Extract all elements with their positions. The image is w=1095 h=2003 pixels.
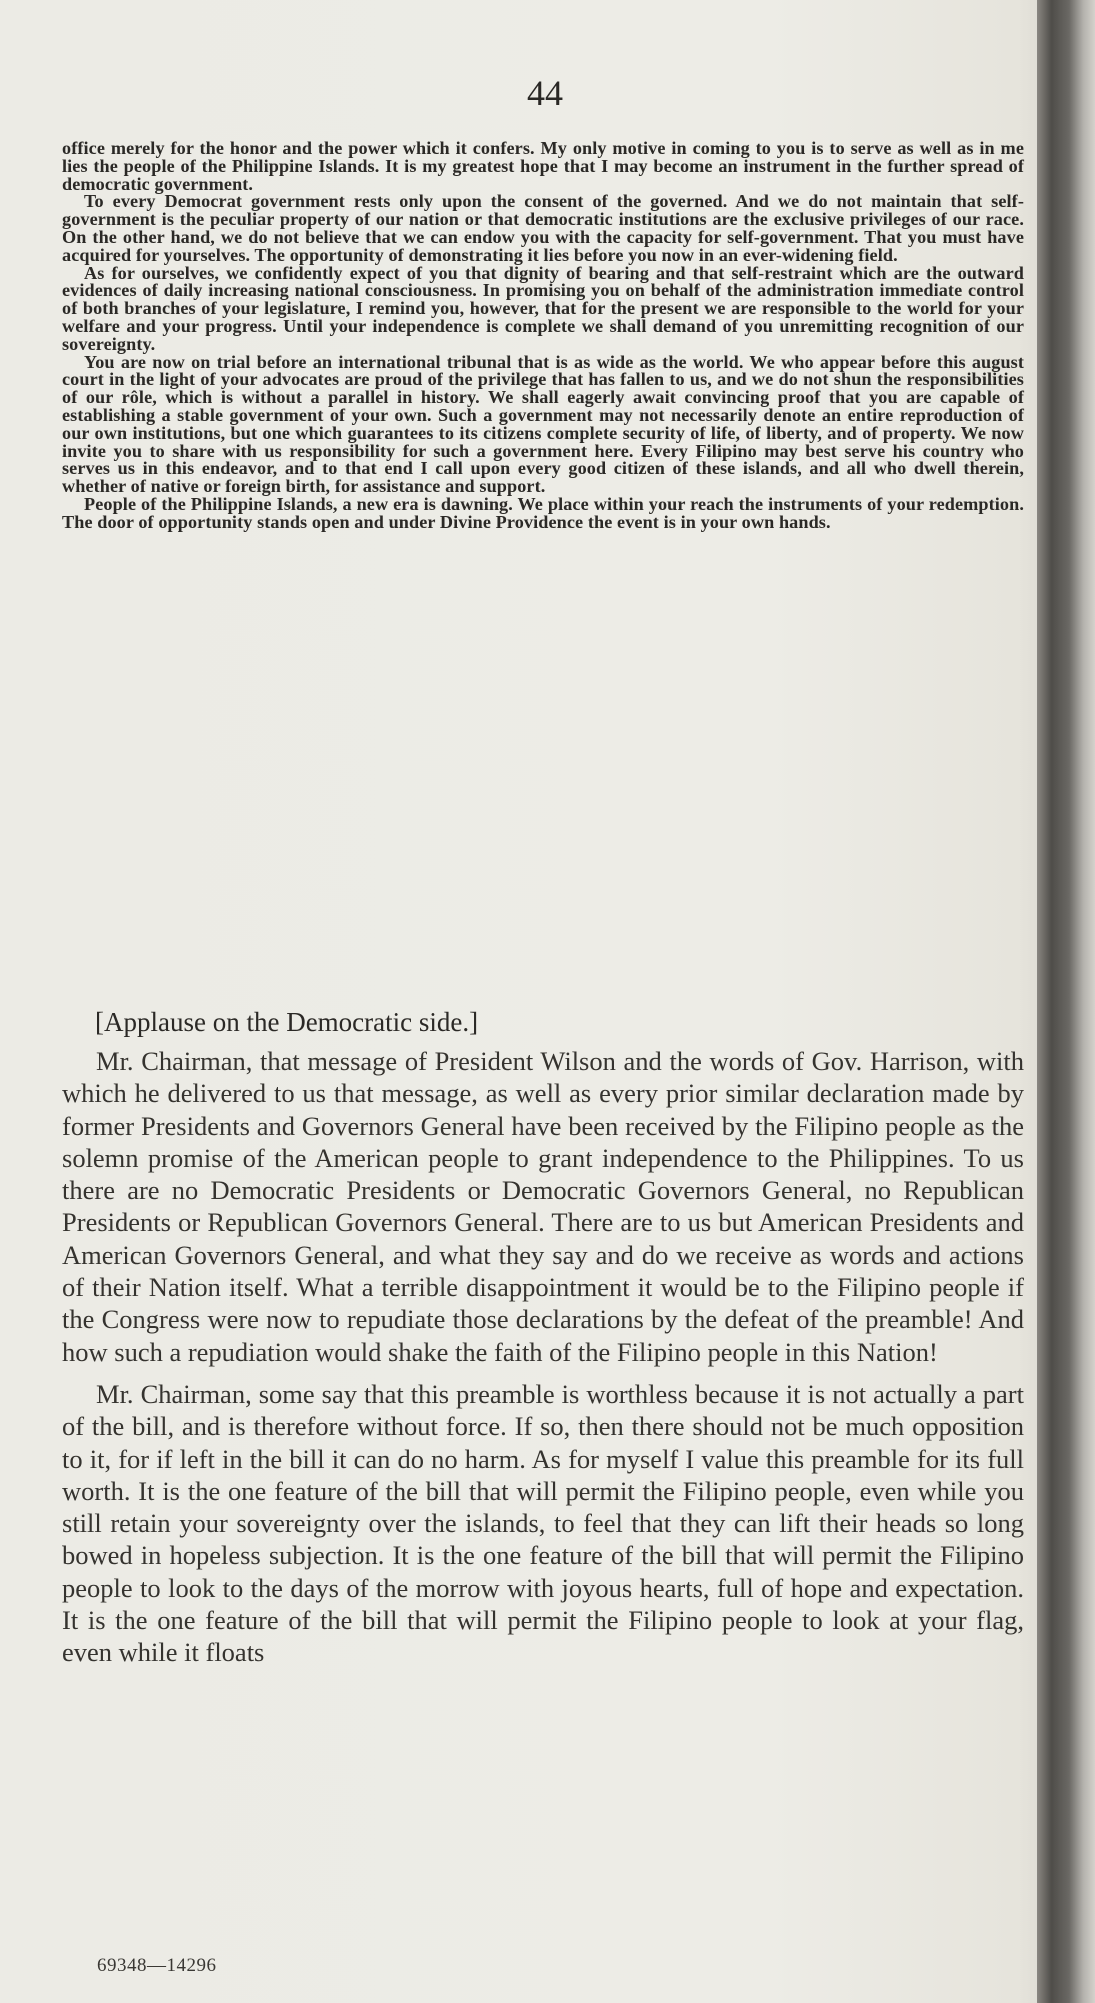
message-paragraph: You are now on trial before an international tribunal that is as wide as the world. We who appear before this august court in the light of your advocates are proud of the privilege that has fallen to us, and we do not shun the responsibilities of our rôle, which is without a parallel in history. We shall eagerly await convincing proof that you are capable of establishing a stable government of your own. Such a government may not necessarily denote an entire reproduction of our own institutions, but one which guarantees to its citizens complete security of life, of liberty, and of property. We now invite you to share with us responsibility for such a government here. Every Filipino may best serve his country who serves us in this endeavor, and to that end I call upon every good citizen of these islands, and all who dwell therein, whether of native or foreign birth, for assistance and support. <box>62 351 1024 497</box>
quoted-message <box>62 140 1024 532</box>
speech-body <box>62 1045 1024 1669</box>
message-paragraph: To every Democrat government rests only upon the consent of the governed. And we do not maintain that self-government is the peculiar property of our nation or that democratic institutions are the exclusive privileges of our race. On the other hand, we do not believe that we can endow you with the capacity for self-government. That you must have acquired for yourselves. The opportunity of demonstrating it lies before you now in an ever-widening field. <box>62 191 1024 265</box>
book-spine-shadow <box>1037 0 1095 2003</box>
message-paragraph: office merely for the honor and the power which it confers. My only motive in coming to you is to serve as well as in me lies the people of the Philippine Islands. It is my greatest hope that I may become an instrument in the further spread of democratic government. <box>62 138 1024 194</box>
speech-paragraph: Mr. Chairman, some say that this preamble is worthless because it is not actually a part of the bill, and is therefore without force. If so, then there should not be much opposition to it, for if left in the bill it can do no harm. As for myself I value this preamble for its full worth. It is the one feature of the bill that will permit the Filipino people, even while you still retain your sovereignty over the islands, to feel that they can lift their heads so long bowed in hopeless subjection. It is the one feature of the bill that will permit the Filipino people to look to the days of the morrow with joyous hearts, full of hope and expectation. It is the one feature of the bill that will permit the Filipino people to look at your flag, even while it floats <box>62 1378 1024 1668</box>
message-paragraph: As for ourselves, we confidently expect of you that dignity of bearing and that self-restraint which are the outward evidences of daily increasing national consciousness. In promising you on behalf of the administration immediate control of both branches of your legislature, I remind you, however, that for the present we are responsible to the world for your welfare and your progress. Until your independence is complete we shall demand of you unremitting recognition of our sovereignty. <box>62 262 1024 354</box>
applause-note: [Applause on the Democratic side.] <box>95 1007 479 1037</box>
print-code: 69348—14296 <box>97 1955 217 1976</box>
message-paragraph: People of the Philippine Islands, a new era is dawning. We place within your reach the instruments of your redemption. The door of opportunity stands open and under Divine Providence the event is in your own hands. <box>62 493 1024 532</box>
speech-paragraph: Mr. Chairman, that message of President Wilson and the words of Gov. Harrison, with which he delivered to us that message, as well as every prior similar declaration made by former Presidents and Governors General have been received by the Filipino people as the solemn promise of the American people to grant independence to the Philippines. To us there are no Democratic Presidents or Democratic Governors General, no Republican Presidents or Republican Governors General. There are to us but American Presidents and American Governors General, and what they say and do we receive as words and actions of their Nation itself. What a terrible disappointment it would be to the Filipino people if the Congress were now to repudiate those declarations by the defeat of the preamble! And how such a repudiation would shake the faith of the Filipino people in this Nation! <box>62 1046 1024 1367</box>
page-number: 44 <box>527 73 563 113</box>
